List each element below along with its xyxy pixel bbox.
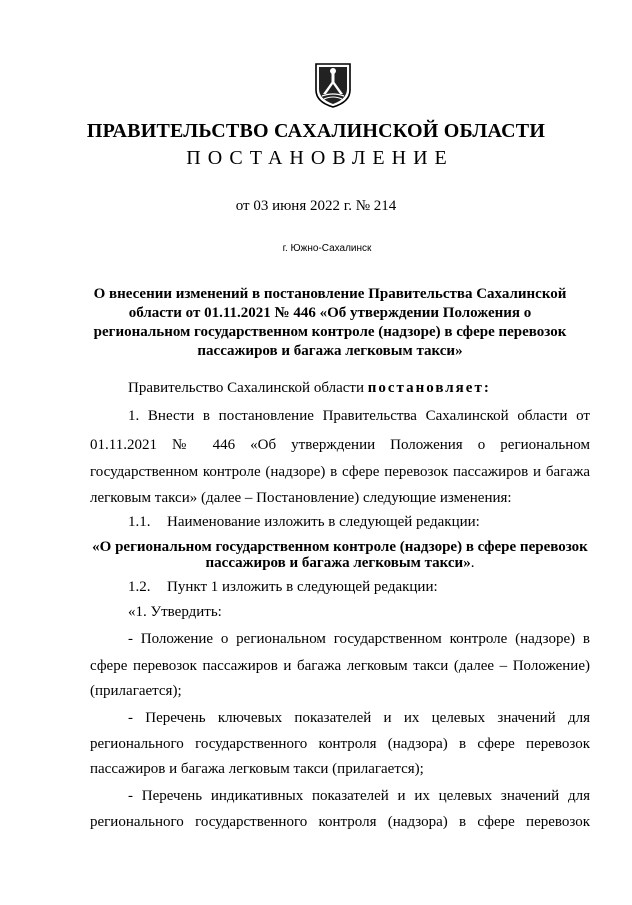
- heading-line: пассажиров и багажа легковым такси»: [197, 343, 463, 359]
- date-and-number: от 03 июня 2022 г. № 214: [235, 198, 397, 214]
- city: г. Южно-Сахалинск: [282, 243, 372, 254]
- list-item-line: пассажиров и багажа легковым такси (прилагается);: [90, 761, 424, 777]
- list-item-line: - Перечень индикативных показателей и их целевых значений для: [128, 788, 590, 804]
- paragraph-1-line: 1. Внести в постановление Правительства Сахалинской области от: [128, 408, 590, 424]
- list-item-line: - Положение о региональном государственном контроле (надзоре) в: [128, 631, 590, 647]
- paragraph-1-line: 01.11.2021 № 446 «Об утверждении Положения о региональном: [90, 437, 590, 453]
- heading-line: области от 01.11.2021 № 446 «Об утверждении Положения о: [128, 305, 532, 321]
- list-item-line: - Перечень ключевых показателей и их целевых значений для: [128, 710, 590, 726]
- list-item-line: сфере перевозок пассажиров и багажа легковым такси (далее – Положение): [90, 658, 590, 674]
- subparagraph-1-1-text: Наименование изложить в следующей редакции:: [167, 514, 480, 530]
- subparagraph-1-1-number: 1.1.: [128, 514, 151, 530]
- paragraph-1-line: государственном контроле (надзоре) в сфере перевозок пассажиров и багажа: [90, 464, 590, 480]
- heading-line: региональном государственном контроле (надзоре) в сфере перевозок: [93, 324, 567, 340]
- subparagraph-1-2-number: 1.2.: [128, 579, 151, 595]
- new-title-line: пассажиров и багажа легковым такси».: [205, 555, 475, 571]
- approve-line: «1. Утвердить:: [128, 604, 222, 620]
- government-name: ПРАВИТЕЛЬСТВО САХАЛИНСКОЙ ОБЛАСТИ: [86, 120, 546, 142]
- heading-line: О внесении изменений в постановление Правительства Сахалинской: [93, 286, 567, 302]
- list-item-line: (прилагается);: [90, 683, 182, 699]
- intro-spaced-word: постановляет:: [367, 380, 491, 396]
- intro-paragraph: [128, 379, 491, 397]
- document-heading: [86, 285, 574, 361]
- intro-text: Правительство Сахалинской области: [128, 380, 368, 396]
- list-item-line: регионального государственного контроля (надзора) в сфере перевозок: [90, 736, 590, 752]
- document-type: ПОСТАНОВЛЕНИЕ: [186, 147, 454, 169]
- paragraph-1-line: легковым такси» (далее – Постановление) следующие изменения:: [90, 490, 512, 506]
- list-item-line: регионального государственного контроля (надзора) в сфере перевозок: [90, 814, 590, 830]
- coat-of-arms-icon: [314, 62, 352, 108]
- new-title-line: «О региональном государственном контроле (надзоре) в сфере перевозок: [92, 539, 588, 555]
- subparagraph-1-2-text: Пункт 1 изложить в следующей редакции:: [167, 579, 438, 595]
- new-title-block: [90, 539, 590, 571]
